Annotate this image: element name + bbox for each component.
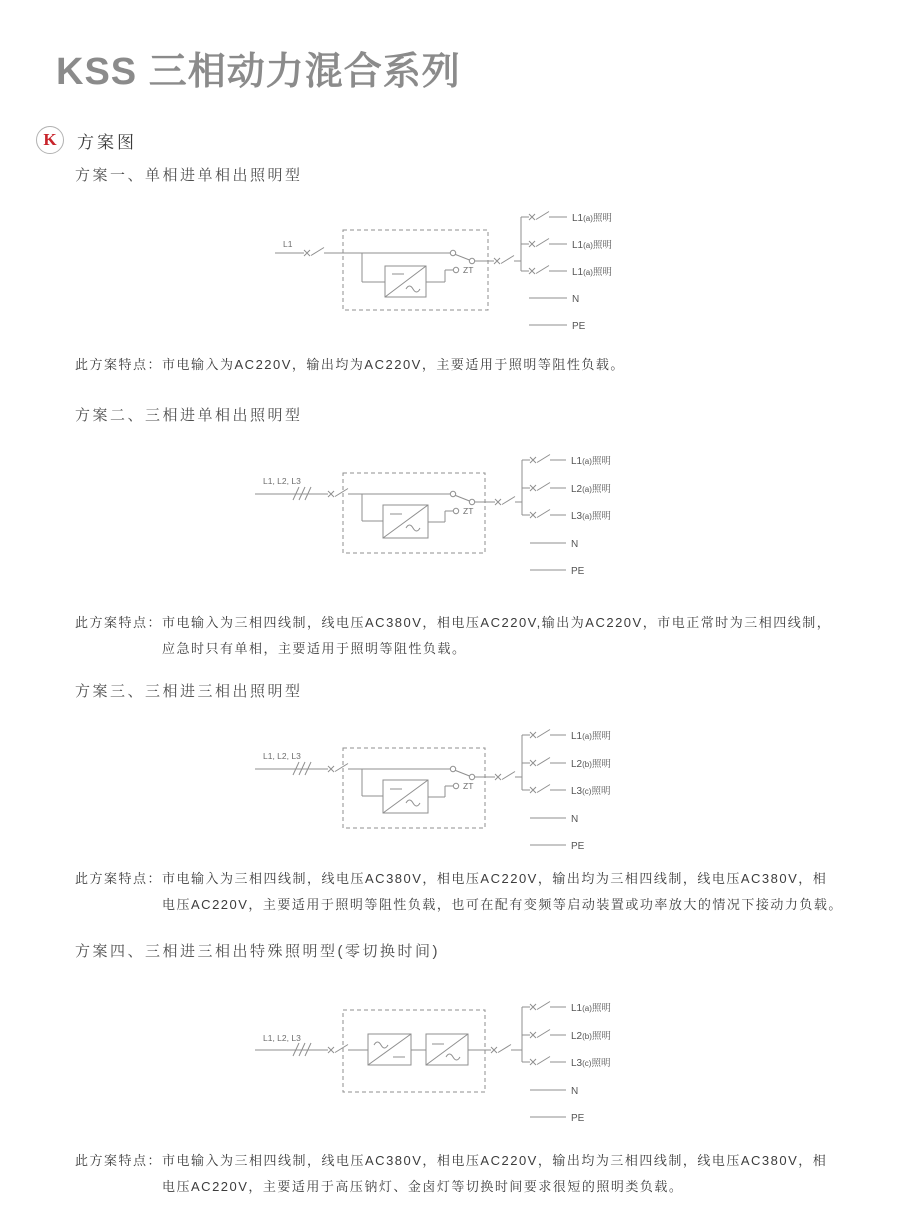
neutral-label: N [571, 539, 579, 550]
note-line: 应急时只有单相，主要适用于照明等阻性负载。 [162, 641, 467, 656]
pe-label: PE [571, 566, 585, 577]
zt-terminal-label: ZT [463, 781, 474, 791]
scheme-3-heading: 方案三、三相进三相出照明型 [75, 683, 303, 700]
scheme-4-heading: 方案四、三相进三相出特殊照明型(零切换时间) [75, 943, 440, 960]
note-label: 此方案特点： [75, 357, 163, 372]
note-line: 电压AC220V，主要适用于高压钠灯、金卤灯等切换时间要求很短的照明类负载。 [162, 1179, 684, 1194]
input-phase-label: L1, L2, L3 [263, 476, 301, 486]
dc-ac-inverter-icon [385, 266, 426, 297]
scheme-2-heading: 方案二、三相进单相出照明型 [75, 407, 303, 424]
input-phase-label: L1 [283, 239, 293, 249]
branch-label: L2(b)照明 [571, 1031, 611, 1042]
static-switch-enclosure [343, 1010, 485, 1092]
branch-label: L1(a)照明 [571, 1003, 611, 1014]
note-line: 电压AC220V，主要适用于照明等阻性负载，也可在配有变频等启动装置或功率放大的情况下接动力负载。 [162, 897, 843, 912]
page-title: KSS 三相动力混合系列 [56, 51, 461, 93]
dc-ac-inverter-icon [426, 1034, 468, 1065]
note-label: 此方案特点： [75, 615, 163, 630]
scheme-3-note [75, 866, 843, 918]
dc-ac-inverter-icon [383, 780, 428, 813]
pe-label: PE [572, 321, 586, 332]
ac-dc-rectifier-icon [368, 1034, 411, 1065]
note-line: 市电输入为三相四线制，线电压AC380V，相电压AC220V,输出为AC220V，市电正常时为三相四线制， [162, 615, 832, 630]
k-brand-icon: K [36, 126, 64, 154]
note-line: 市电输入为三相四线制，线电压AC380V，相电压AC220V，输出均为三相四线制，线电压AC380V，相 [162, 1153, 828, 1168]
wiring [255, 1002, 566, 1118]
scheme-1-heading: 方案一、单相进单相出照明型 [75, 167, 303, 184]
scheme-1-note [75, 352, 625, 378]
branch-label: L1(a)照明 [572, 267, 612, 278]
branch-label: L1(a)照明 [572, 240, 612, 251]
scheme-4-note [75, 1148, 827, 1200]
scheme-2-diagram [253, 448, 628, 593]
neutral-label: N [571, 1086, 579, 1097]
scheme-4-diagram [253, 985, 628, 1130]
branch-label: L1(a)照明 [571, 456, 611, 467]
pe-label: PE [571, 841, 585, 852]
wiring [275, 212, 567, 326]
scheme-2-note [75, 610, 831, 662]
branch-label: L3(c)照明 [571, 1058, 611, 1069]
wiring [255, 730, 566, 846]
note-label: 此方案特点： [75, 871, 163, 886]
zt-terminal-label: ZT [463, 506, 474, 516]
input-phase-label: L1, L2, L3 [263, 751, 301, 761]
pe-label: PE [571, 1113, 585, 1124]
section-header [36, 126, 137, 154]
branch-label: L2(b)照明 [571, 759, 611, 770]
neutral-label: N [571, 814, 579, 825]
branch-label: L2(a)照明 [571, 484, 611, 495]
section-title: 方案图 [77, 132, 137, 152]
note-line: 市电输入为三相四线制，线电压AC380V，相电压AC220V，输出均为三相四线制，线电压AC380V，相 [162, 871, 828, 886]
branch-label: L3(c)照明 [571, 786, 611, 797]
note-label: 此方案特点： [75, 1153, 163, 1168]
note-line: 市电输入为AC220V，输出均为AC220V，主要适用于照明等阻性负载。 [162, 357, 625, 372]
input-phase-label: L1, L2, L3 [263, 1033, 301, 1043]
branch-label: L1(a)照明 [571, 731, 611, 742]
neutral-label: N [572, 294, 580, 305]
dc-ac-inverter-icon [383, 505, 428, 538]
zt-terminal-label: ZT [463, 265, 474, 275]
branch-label: L3(a)照明 [571, 511, 611, 522]
scheme-3-diagram [253, 723, 628, 868]
scheme-1-diagram [273, 203, 633, 338]
wiring [255, 455, 566, 571]
branch-label: L1(a)照明 [572, 213, 612, 224]
